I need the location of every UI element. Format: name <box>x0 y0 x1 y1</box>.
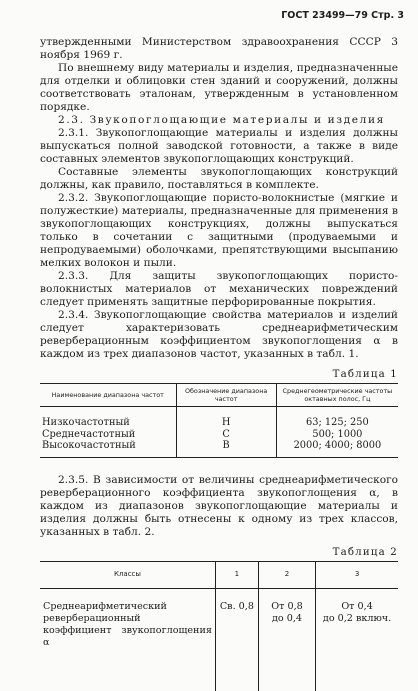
table1-cell-name: Высокочастотный <box>40 440 176 457</box>
table2-header-classes: Классы <box>40 561 215 588</box>
table1-header-octave-frequencies: Среднегеометрические частоты октавных полос, Гц <box>276 384 398 407</box>
table1-cell-code: С <box>176 429 276 441</box>
paragraph-appearance: По внешнему виду материалы и изделия, предназначенные для отделки и облицовки стен зданий и сооружений, должны соответствовать эталонам, утвержденным в установленном порядке. <box>40 62 398 113</box>
table2-caption: Таблица 2 <box>332 546 398 558</box>
table2-header-class-1: 1 <box>215 561 258 588</box>
table1-cell-name: Среднечастотный <box>42 428 136 440</box>
table2-header-class-2: 2 <box>258 561 315 588</box>
table2-class-2-to: до 0,4 <box>271 612 302 624</box>
table2-classes <box>40 561 398 691</box>
table2-class-2-from: От 0,8 <box>271 600 303 612</box>
paragraph-2-3-2: 2.3.2. Звукопоглощающие пористо-волокнистые (мягкие и полужесткие) материалы, предназначенные для применения в звукопоглощающих конструкциях, должны выпускаться только в сочетании с защитными (продуваемыми и непродуваемыми) оболочками, препятствующими высыпанию мелких волокон и пыли. <box>40 192 398 269</box>
table1-cell-freq: 2000; 4000; 8000 <box>276 440 398 457</box>
table2-header-class-3: 3 <box>316 561 398 588</box>
table1-cell-freq: 63; 125; 250 <box>276 417 398 429</box>
table1-frequency-ranges <box>40 383 398 458</box>
paragraph-2-3-3: 2.3.3. Для защиты звукопоглощающих пористо-волокнистых материалов от механических повреждений следует применять защитные перфорированные покрытия. <box>40 270 398 308</box>
table2-class-3-to: до 0,2 включ. <box>322 612 392 624</box>
table1-cell-code: В <box>176 440 276 457</box>
paragraph-2-3-1-b: Составные элементы звукопоглощающих конструкций должны, как правило, поставляться в комплекте. <box>40 166 398 191</box>
table2-cell-class-2 <box>258 588 315 691</box>
page-header: ГОСТ 23499—79 Стр. 3 <box>281 10 404 21</box>
table-row <box>40 588 398 691</box>
table2-cell-class-3 <box>316 588 398 691</box>
paragraph-2-3-5: 2.3.5. В зависимости от величины среднеарифметического реверберационного коэффициента звукопоглощения α, в каждом из диапазонов звукопоглощающие материалы и изделия должны быть отнесены к одному из трех классов, указанных в табл. 2. <box>40 473 398 538</box>
table-row <box>40 429 398 441</box>
table-row <box>40 417 398 429</box>
table1-header-range-name: Наименование диапазона частот <box>40 384 176 407</box>
document-body <box>40 36 398 691</box>
paragraph-2-3-1: 2.3.1. Звукопоглощающие материалы и изделия должны выпускаться полной заводской готовности, а также в виде составных элементов звукопоглощающих конструкций. <box>40 127 398 165</box>
table-row <box>40 440 398 457</box>
table1-caption: Таблица 1 <box>332 369 398 380</box>
section-heading-2-3: 2.3. Звукопоглощающие материалы и изделия <box>58 114 385 126</box>
table2-cell-class-1: Св. 0,8 <box>215 588 258 691</box>
table1-cell-code: Н <box>176 417 276 429</box>
paragraph-2-3-4: 2.3.4. Звукопоглощающие свойства материалов и изделий следует характеризовать среднеарифметическим реверберационным коэффициентом звукопоглощения α в каждом из трех диапазонов частот, указанных в табл. 1. <box>40 309 398 360</box>
table1-cell-name: Низкочастотный <box>42 417 130 428</box>
table1-header-range-designation: Обозначение диапазона частот <box>176 384 276 407</box>
table2-row-label: Среднеарифметический реверберационный коэффициент звукопоглощения α <box>43 600 212 648</box>
table1-cell-freq: 500; 1000 <box>276 429 398 441</box>
paragraph-continuation: утвержденными Министерством здравоохранения СССР 3 ноября 1969 г. <box>40 36 398 61</box>
table2-class-3-from: От 0,4 <box>341 600 373 612</box>
